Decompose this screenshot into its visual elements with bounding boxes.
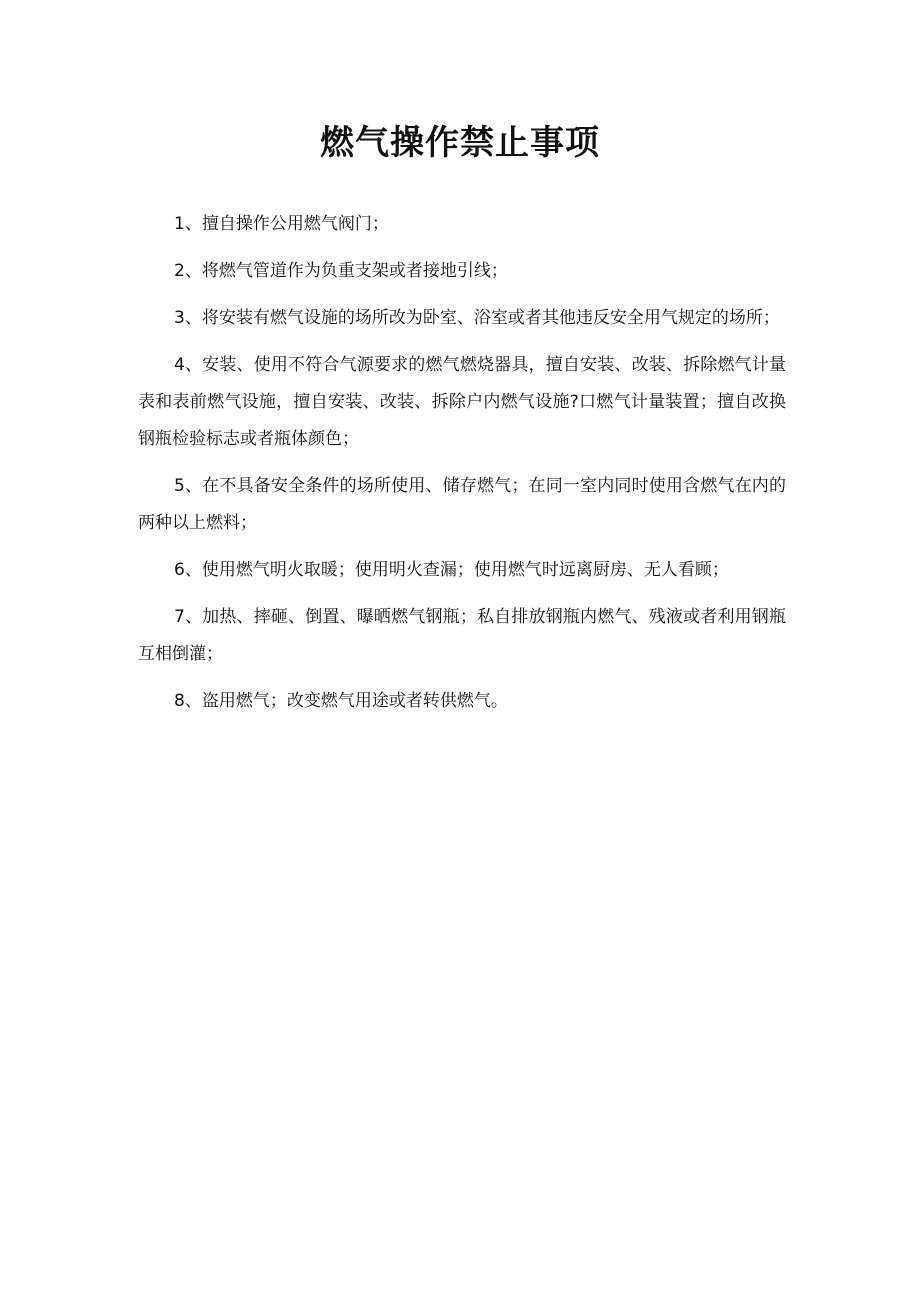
list-item-2: 2、将燃气管道作为负重支架或者接地引线； <box>174 261 508 281</box>
list-item-3: 3、将安装有燃气设施的场所改为卧室、浴室或者其他违反安全用气规定的场所； <box>174 308 780 328</box>
list-item-6: 6、使用燃气明火取暖；使用明火查漏；使用燃气时远离厨房、无人看顾； <box>174 560 729 580</box>
list-item-7: 7、加热、摔砸、倒置、曝晒燃气钢瓶；私自排放钢瓶内燃气、残液或者利用钢瓶互相倒灌； <box>138 607 786 664</box>
list-item-8: 8、盗用燃气；改变燃气用途或者转供燃气。 <box>174 691 508 711</box>
document-title: 燃气操作禁止事项 <box>320 123 600 163</box>
list-item-1: 1、擅自操作公用燃气阀门； <box>174 214 389 234</box>
list-item-4: 4、安装、使用不符合气源要求的燃气燃烧器具，擅自安装、改装、拆除燃气计量表和表前燃气设施，擅自安装、改装、拆除户内燃气设施?口燃气计量装置；擅自改换钢瓶检验标志或者瓶体颜色； <box>138 355 786 449</box>
prohibition-list <box>138 206 786 730</box>
list-item-5: 5、在不具备安全条件的场所使用、储存燃气；在同一室内同时使用含燃气在内的两种以上燃料； <box>138 476 786 533</box>
